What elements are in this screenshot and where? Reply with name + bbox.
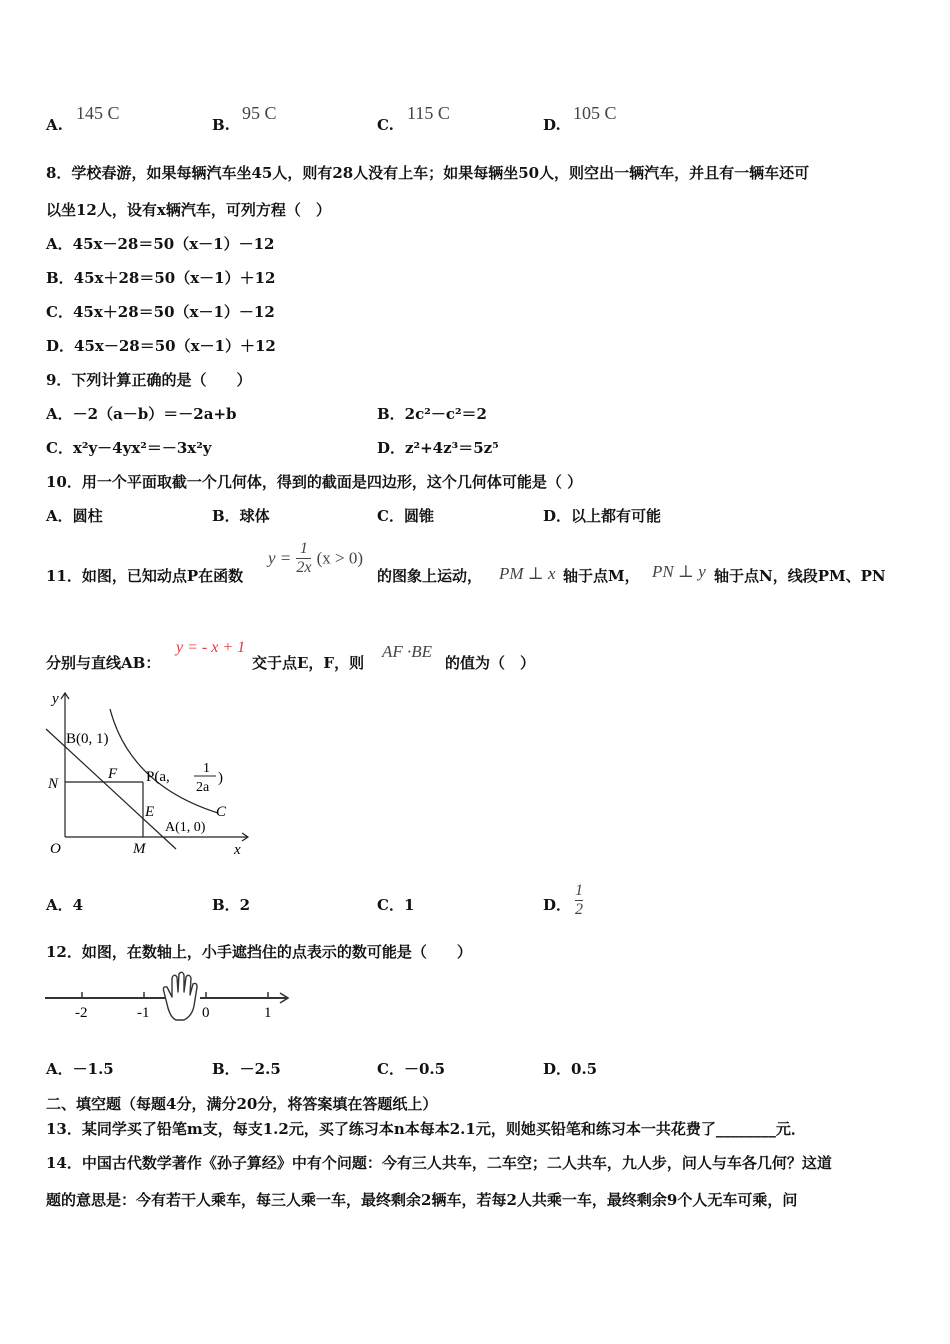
q7-option-b-value: 95 C — [242, 103, 277, 123]
q11-function-condition: (x > 0) — [316, 548, 363, 568]
q11-line2-c: 的值为（ ） — [445, 654, 536, 672]
q7-option-a-value: 145 C — [76, 103, 120, 123]
label-e: E — [145, 804, 155, 820]
q14-stem-line2: 题的意思是：今有若干人乘车，每三人乘一车，最终剩余2辆车，若每2人共乘一车，最终剩余9个人无车可乘，问 — [46, 1191, 798, 1209]
q9-option-b: B．2c²－c²＝2 — [377, 405, 487, 423]
label-p-close: ) — [218, 770, 223, 786]
q11-function-numerator: 1 — [296, 540, 311, 559]
label-a: A(1, 0) — [165, 820, 206, 835]
section2-heading: 二、填空题（每题4分，满分20分，将答案填在答题纸上） — [46, 1095, 438, 1113]
q11-option-d-denominator: 2 — [575, 901, 583, 918]
q12-option-b: B．－2.5 — [212, 1060, 281, 1078]
q12-number-line — [40, 968, 300, 1028]
q11-option-d-label: D． — [543, 896, 572, 914]
hyperbola-curve — [110, 709, 218, 813]
q11-line2-a: 分别与直线AB： — [46, 654, 161, 672]
q11-line-equation: y = - x + 1 — [176, 639, 246, 656]
q11-stem-part4: 轴于点N，线段PM、PN — [714, 567, 886, 585]
q11-pn-perp: PN ⊥ y — [652, 562, 706, 581]
q9-option-d: D．z²+4z³＝5z⁵ — [377, 439, 499, 457]
q10-option-c: C．圆锥 — [377, 507, 434, 525]
label-p: P(a, — [146, 769, 170, 785]
tick-label: 0 — [202, 1005, 210, 1021]
q9-option-a: A．－2（a－b）＝－2a+b — [46, 405, 237, 423]
q11-function-denominator: 2x — [296, 559, 312, 576]
tick-label: -1 — [137, 1005, 150, 1021]
q7-option-d-label: D. — [543, 116, 561, 134]
q11-function-lhs: y = — [268, 548, 292, 568]
q7-option-c-value: 115 C — [407, 103, 450, 123]
label-c: C — [216, 804, 227, 820]
q9-stem: 9．下列计算正确的是（ ） — [46, 371, 252, 389]
q7-option-b-label: B. — [212, 116, 230, 134]
q7-option-c-label: C. — [377, 116, 394, 134]
label-p-numerator: 1 — [203, 761, 210, 776]
q12-option-d: D．0.5 — [543, 1060, 598, 1078]
q10-option-d: D．以上都有可能 — [543, 507, 662, 525]
q12-stem: 12．如图，在数轴上，小手遮挡住的点表示的数可能是（ ） — [46, 943, 472, 961]
q7-option-d-value: 105 C — [573, 103, 617, 123]
q14-stem-line1: 14．中国古代数学著作《孙子算经》中有个问题：今有三人共车，二车空；二人共车，九人步，问人与车各几何？这道 — [46, 1154, 832, 1172]
q11-option-d-fraction — [575, 882, 583, 919]
q11-stem-part2: 的图象上运动， — [377, 567, 483, 585]
q10-option-a: A．圆柱 — [46, 507, 103, 525]
q11-stem-part3: 轴于点M， — [563, 567, 640, 585]
hand-icon — [163, 972, 197, 1020]
q11-function — [268, 540, 363, 577]
q11-option-c: C．1 — [377, 896, 415, 914]
q8-option-c: C．45x＋28＝50（x－1）－12 — [46, 303, 275, 321]
q8-option-d: D．45x－28＝50（x－1）＋12 — [46, 337, 276, 355]
label-o: O — [50, 841, 61, 857]
label-b: B(0, 1) — [66, 731, 109, 747]
q13-stem: 13．某同学买了铅笔m支，每支1.2元，买了练习本n本每本2.1元，则她买铅笔和练习本一共花费了________元． — [46, 1120, 806, 1138]
tick-label: 1 — [264, 1005, 272, 1021]
q8-stem-line1: 8．学校春游，如果每辆汽车坐45人，则有28人没有上车；如果每辆坐50人，则空出一辆汽车，并且有一辆车还可 — [46, 164, 810, 182]
label-p-denominator: 2a — [196, 780, 210, 795]
q11-line2-b: 交于点E，F，则 — [252, 654, 365, 672]
q11-product: AF ·BE — [382, 642, 433, 661]
tick-label: -2 — [75, 1005, 88, 1021]
q7-option-a-label: A. — [46, 116, 63, 134]
q12-option-c: C．－0.5 — [377, 1060, 446, 1078]
label-x: x — [234, 842, 241, 858]
label-f: F — [108, 766, 118, 782]
q11-option-a: A．4 — [46, 896, 84, 914]
label-m: M — [133, 841, 146, 857]
label-y: y — [52, 691, 59, 707]
q9-option-c: C．x²y－4yx²＝－3x²y — [46, 439, 212, 457]
q8-stem-line2: 以坐12人，设有x辆汽车，可列方程（ ） — [46, 201, 331, 219]
q11-pm-perp: PM ⊥ x — [499, 564, 556, 583]
q11-figure — [40, 685, 260, 860]
label-n: N — [48, 776, 59, 792]
q10-stem: 10．用一个平面取截一个几何体，得到的截面是四边形，这个几何体可能是（ ） — [46, 473, 583, 491]
q8-option-a: A．45x－28＝50（x－1）－12 — [46, 235, 275, 253]
q11-option-d-numerator: 1 — [575, 882, 583, 899]
q11-option-b: B．2 — [212, 896, 251, 914]
q12-option-a: A．－1.5 — [46, 1060, 114, 1078]
q8-option-b: B．45x＋28＝50（x－1）＋12 — [46, 269, 276, 287]
q11-stem-part1: 11．如图，已知动点P在函数 — [46, 567, 244, 585]
q10-option-b: B．球体 — [212, 507, 270, 525]
